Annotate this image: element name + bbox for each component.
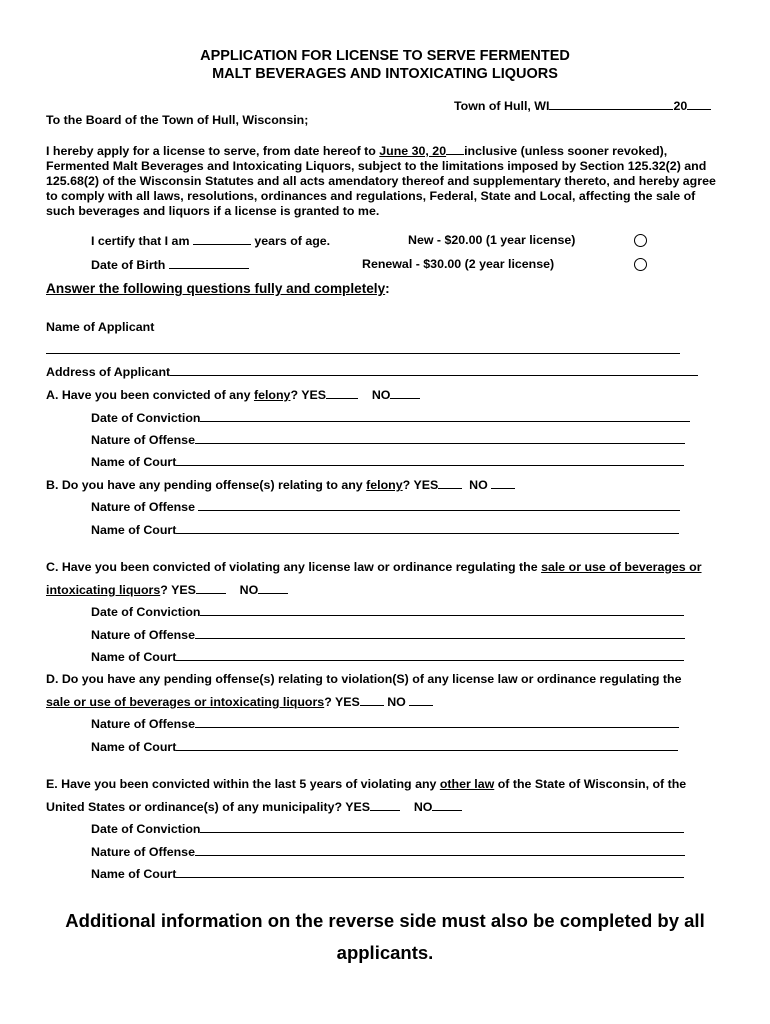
age-suffix: years of age. <box>250 234 331 248</box>
question-c-line-2 <box>46 582 288 598</box>
expiry-date: June 30, 20 <box>379 144 447 158</box>
question-a-no-field[interactable] <box>390 387 420 399</box>
instructions-text: Answer the following questions fully and completely <box>46 281 386 296</box>
year-label: 20 <box>673 99 688 113</box>
applicant-address-row <box>46 364 698 380</box>
question-c-line-1 <box>46 560 702 575</box>
question-b-emphasis: felony <box>366 478 403 492</box>
question-d-no-label: NO <box>387 695 406 709</box>
year-field[interactable] <box>687 98 711 110</box>
salutation: To the Board of the Town of Hull, Wisconsin; <box>46 113 309 127</box>
form-title-line-2: MALT BEVERAGES AND INTOXICATING LIQUORS <box>212 66 558 82</box>
renewal-license-option-label: Renewal - $30.00 (2 year license) <box>362 257 555 271</box>
question-a-suffix: ? <box>290 388 302 402</box>
age-field[interactable] <box>193 233 251 245</box>
question-e-offense-field[interactable] <box>195 844 685 856</box>
question-b-court-row <box>91 522 679 538</box>
intro-text-rest: inclusive (unless sooner revoked), Fermented Malt Beverages and Intoxicating Liquors, subject to the limitations imposed by Section 125.32(2) and 125.68(2) of the Wisconsin Statutes and all acts amendatory thereof and supplementary thereto, and hereby agree to comply with all laws, resolutions, ordinances and regulations, Federal, State and Local, affecting the sale of such beverages and liquors if a license is granted to me. <box>46 144 716 218</box>
question-e-conviction-date-field[interactable] <box>200 821 684 833</box>
question-e-conviction-date-row <box>91 821 684 837</box>
question-a-emphasis: felony <box>253 388 291 402</box>
new-license-option-label: New - $20.00 (1 year license) <box>408 233 576 247</box>
question-c-suffix: ? <box>160 583 172 597</box>
name-of-court-label: Name of Court <box>91 455 177 469</box>
form-title-line-1: APPLICATION FOR LICENSE TO SERVE FERMENTED <box>200 48 570 64</box>
question-e-no-field[interactable] <box>432 799 462 811</box>
town-label: Town of Hull, WI <box>454 99 550 113</box>
question-a-yes-field[interactable] <box>326 387 358 399</box>
nature-of-offense-label: Nature of Offense <box>91 500 195 514</box>
applicant-address-field[interactable] <box>170 364 698 376</box>
age-certification <box>91 233 330 249</box>
intro-paragraph <box>46 143 726 219</box>
question-d-line-1: D. Do you have any pending offense(s) relating to violation(S) of any license law or ordinance regulating the <box>46 672 682 686</box>
name-of-court-label: Name of Court <box>91 740 177 754</box>
date-of-conviction-label: Date of Conviction <box>91 822 201 836</box>
dob-row <box>91 257 249 273</box>
applicant-address-label: Address of Applicant <box>46 365 171 379</box>
question-e-yes-field[interactable] <box>370 799 400 811</box>
question-e-suffix: of the State of Wisconsin, of the <box>494 777 687 791</box>
applicant-name-field[interactable] <box>46 353 680 354</box>
dob-field[interactable] <box>169 257 249 269</box>
renewal-license-radio[interactable] <box>634 258 647 271</box>
age-label: I certify that I am <box>91 234 193 248</box>
question-c-yes-label: YES <box>171 583 196 597</box>
footer-note-line-2: applicants. <box>336 942 434 963</box>
question-e-emphasis: other law <box>439 777 495 791</box>
question-e-line-1 <box>46 777 686 792</box>
question-c-no-label: NO <box>239 583 259 597</box>
question-c-no-field[interactable] <box>258 582 288 594</box>
question-b-suffix: ? <box>402 478 414 492</box>
question-b-offense-row <box>91 499 680 515</box>
question-d-offense-field[interactable] <box>195 716 679 728</box>
question-c-yes-field[interactable] <box>196 582 226 594</box>
instructions <box>46 281 390 296</box>
question-e-no-label: NO <box>413 800 433 814</box>
instructions-colon: : <box>385 281 390 296</box>
question-b-yes-label: YES <box>413 478 439 492</box>
applicant-name-label: Name of Applicant <box>46 320 155 334</box>
question-a-text: A. Have you been convicted of any <box>46 388 254 402</box>
question-a-court-field[interactable] <box>176 454 684 466</box>
dob-label: Date of Birth <box>91 258 169 272</box>
question-d-emphasis: sale or use of beverages or intoxicating liquors <box>46 695 325 709</box>
question-e-court-field[interactable] <box>176 866 684 878</box>
question-d-yes-field[interactable] <box>360 694 384 706</box>
question-a-no-label: NO <box>371 388 391 402</box>
question-c-offense-field[interactable] <box>195 627 685 639</box>
expiry-year-field[interactable] <box>446 143 464 155</box>
question-a-court-row <box>91 454 684 470</box>
question-c-conviction-date-row <box>91 604 684 620</box>
question-c-emphasis-2: intoxicating liquors <box>46 583 161 597</box>
town-date-field[interactable] <box>549 98 673 110</box>
nature-of-offense-label: Nature of Offense <box>91 628 195 642</box>
nature-of-offense-label: Nature of Offense <box>91 845 195 859</box>
question-e-yes-label: YES <box>345 800 371 814</box>
footer-note-line-1: Additional information on the reverse side must also be completed by all <box>65 910 705 931</box>
question-a-offense-field[interactable] <box>195 432 685 444</box>
question-a-conviction-date-field[interactable] <box>200 410 690 422</box>
nature-of-offense-label: Nature of Offense <box>91 433 195 447</box>
question-d-court-row <box>91 739 678 755</box>
nature-of-offense-label: Nature of Offense <box>91 717 195 731</box>
name-of-court-label: Name of Court <box>91 523 177 537</box>
question-d-yes-label: YES <box>334 695 360 709</box>
question-c-court-row <box>91 649 684 665</box>
question-c-court-field[interactable] <box>176 649 684 661</box>
question-b-text: B. Do you have any pending offense(s) relating to any <box>46 478 367 492</box>
question-d-court-field[interactable] <box>176 739 678 751</box>
intro-text-start: I hereby apply for a license to serve, from date hereof to <box>46 144 380 158</box>
question-b-yes-field[interactable] <box>438 477 462 489</box>
date-of-conviction-label: Date of Conviction <box>91 605 201 619</box>
question-d-offense-row <box>91 716 679 732</box>
question-b-no-field[interactable] <box>491 477 515 489</box>
question-a <box>46 387 420 403</box>
question-d-no-field[interactable] <box>409 694 433 706</box>
question-c-emphasis-1: sale or use of beverages or <box>541 560 702 574</box>
name-of-court-label: Name of Court <box>91 867 177 881</box>
question-e-offense-row <box>91 844 685 860</box>
question-b-offense-field[interactable] <box>198 499 680 511</box>
question-e-text: E. Have you been convicted within the last 5 years of violating any <box>46 777 440 791</box>
question-e-court-row <box>91 866 684 882</box>
question-d-suffix: ? <box>324 695 335 709</box>
question-a-yes-label: YES <box>301 388 327 402</box>
question-c-conviction-date-field[interactable] <box>200 604 684 616</box>
new-license-radio[interactable] <box>634 234 647 247</box>
question-a-conviction-date-row <box>91 410 690 426</box>
date-of-conviction-label: Date of Conviction <box>91 411 201 425</box>
town-line <box>454 98 711 114</box>
question-e-text-2: United States or ordinance(s) of any municipality? <box>46 800 346 814</box>
question-d-line-2 <box>46 694 433 710</box>
question-e-line-2 <box>46 799 462 815</box>
question-a-offense-row <box>91 432 685 448</box>
question-b-court-field[interactable] <box>176 522 679 534</box>
question-b-no-label: NO <box>469 478 488 492</box>
question-b <box>46 477 515 493</box>
name-of-court-label: Name of Court <box>91 650 177 664</box>
question-c-offense-row <box>91 627 685 643</box>
question-c-text: C. Have you been convicted of violating any license law or ordinance regulating the <box>46 560 542 574</box>
